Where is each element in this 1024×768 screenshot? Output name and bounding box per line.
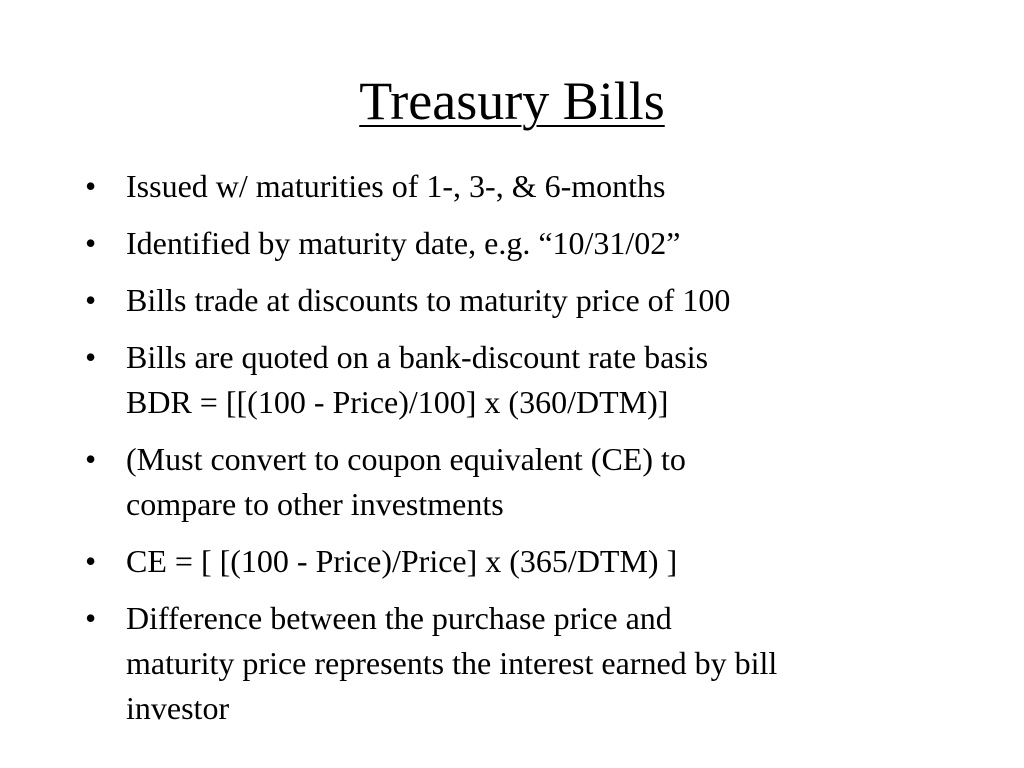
bullet-formula-ce: CE = [ [(100 - Price)/Price] x (365/DTM) ] (126, 543, 678, 579)
bullet-dot-icon: • (85, 225, 97, 261)
bullet-item (85, 539, 965, 584)
bullet-list (85, 164, 965, 743)
slide-title: Treasury Bills (359, 71, 665, 131)
bullet-text-continued: compare to other investments (126, 486, 504, 522)
bullet-dot-icon: • (85, 282, 97, 318)
bullet-item (85, 335, 965, 425)
bullet-dot-icon: • (85, 168, 97, 204)
bullet-text: Issued w/ maturities of 1-, 3-, & 6-months (126, 168, 666, 204)
bullet-dot-icon: • (85, 600, 97, 636)
bullet-text: Bills are quoted on a bank-discount rate basis (126, 339, 709, 375)
bullet-dot-icon: • (85, 441, 97, 477)
bullet-text-continued: maturity price represents the interest earned by bill (126, 645, 778, 681)
bullet-formula-bdr: BDR = [[(100 - Price)/100] x (360/DTM)] (126, 384, 669, 420)
bullet-text-continued: investor (126, 690, 230, 726)
bullet-item (85, 437, 965, 527)
bullet-dot-icon: • (85, 543, 97, 579)
bullet-dot-icon: • (85, 339, 97, 375)
bullet-item (85, 278, 965, 323)
bullet-text: (Must convert to coupon equivalent (CE) to (126, 441, 686, 477)
bullet-text: Difference between the purchase price and (126, 600, 672, 636)
bullet-item (85, 596, 965, 731)
bullet-text: Identified by maturity date, e.g. “10/31/02” (126, 225, 681, 261)
bullet-text: Bills trade at discounts to maturity price of 100 (126, 282, 731, 318)
bullet-item (85, 221, 965, 266)
bullet-item (85, 164, 965, 209)
